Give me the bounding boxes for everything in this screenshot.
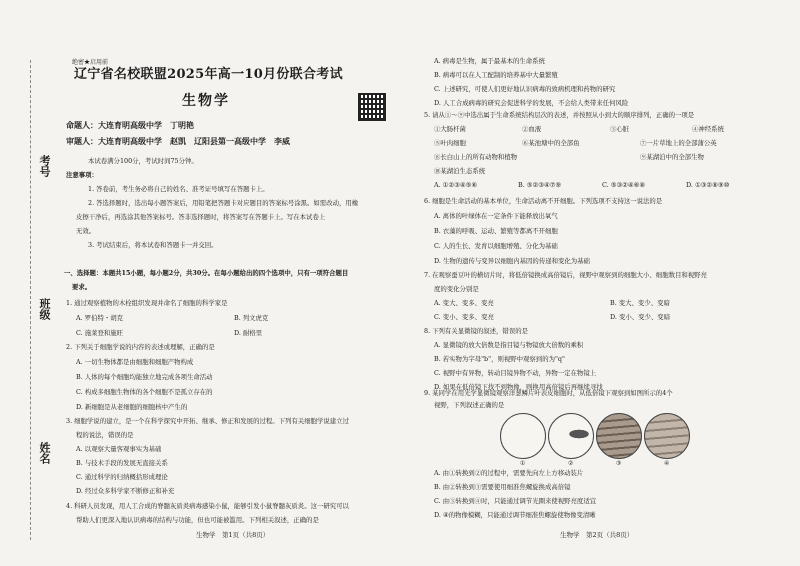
qr-code — [358, 93, 386, 121]
q2-option-d: D. 新细胞是从老细胞的细胞核中产生的 — [76, 403, 188, 411]
q7-stem: 7. 在观察蚕豆叶的横切片时，将低倍镜换成高倍镜后，视野中观察到的细胞大小、细胞数目和视野亮 — [424, 271, 707, 279]
q6-option-c: C. 人的生长、发育以细胞增殖、分化为基础 — [434, 242, 558, 250]
q6-option-b: B. 衣藻的呼吸、运动、繁殖等都离不开细胞 — [434, 227, 558, 235]
q4-option-a: A. 病毒是生物，属于最基本的生命系统 — [434, 57, 545, 65]
q7-stem-cont: 度的变化分别是 — [434, 285, 479, 293]
q3-option-b: B. 与技术手段的发展无直接关系 — [76, 459, 168, 467]
q9-stem-cont: 视野，下列叙述正确的是 — [434, 401, 505, 409]
binding-margin — [0, 0, 58, 566]
notice-line: 3. 考试结束后，将本试卷和答题卡一并交回。 — [88, 241, 218, 249]
q9-option-d: D. ④的物像模糊，只能通过调节细准焦螺旋使物像变清晰 — [434, 511, 596, 519]
q4-option-c: C. 上述研究，可使人们更好地认识病毒的致病机理和药物的研究 — [434, 85, 616, 93]
q2-option-c: C. 构成多细胞生物体的各个细胞不是孤立存在的 — [76, 388, 213, 396]
q3-stem: 3. 细胞学说的建立，是一个在科学探究中开拓、继承、修正和发展的过程。下列有关细胞学说建立过 — [66, 417, 349, 425]
q4-stem-cont: 帮助人们更深入地认识病毒的结构与功能，但也可能被滥用。下列相关叙述，正确的是 — [76, 516, 319, 524]
q5-item: ⑤叶肉细胞 — [434, 139, 466, 147]
exam-title: 辽宁省名校联盟2025年高一10月份联合考试 — [74, 67, 343, 82]
figure-label-4: ④ — [664, 460, 670, 467]
q3-option-d: D. 经过众多科学家不断修正和补充 — [76, 487, 175, 495]
notice-line: 无效。 — [76, 227, 96, 235]
q6-stem: 6. 细胞是生命活动的基本单位，生命活动离不开细胞。下列选项不支持这一说法的是 — [424, 197, 663, 205]
banji-label: 班级 — [38, 298, 51, 320]
q5-item: ③心脏 — [610, 125, 630, 133]
kaohao-label: 考号 — [38, 155, 51, 177]
section-heading-cont: 要求。 — [72, 283, 92, 291]
q3-option-c: C. 通过科学的归纳概括形成理论 — [76, 473, 168, 481]
q2-option-b: B. 人体的每个细胞均能独立地完成各项生命活动 — [76, 373, 213, 381]
q8-option-a: A. 显微镜的放大倍数是指目镜与物镜放大倍数的乘积 — [434, 341, 584, 349]
q6-option-d: D. 生物的遗传与变异以细胞内基因的传递和变化为基础 — [434, 257, 590, 265]
footer-right: 生物学 第2页（共8页） — [560, 531, 634, 539]
author-line-2: 审题人：大连育明高级中学 赵凯 辽阳县第一高级中学 李威 — [66, 137, 290, 146]
figure-label-2: ② — [568, 460, 574, 467]
notice-line: 1. 答卷前，考生务必将自己的姓名、准考证号填写在答题卡上。 — [88, 185, 269, 193]
notice-line: 2. 答选择题时，选出每小题答案后，用铅笔把答题卡对应题目的答案标号涂黑。如需改动，用橡 — [88, 199, 359, 207]
q8-option-c: C. 视野中有异物，转动目镜异物不动，异物一定在物镜上 — [434, 369, 597, 377]
q3-stem-cont: 程的说法，错误的是 — [76, 431, 134, 439]
q5-item: ②血液 — [522, 125, 542, 133]
q9-option-a: A. 由①转换到②的过程中，需要先向左上方移动装片 — [434, 469, 584, 477]
q8-option-b: B. 若实物为字母"b"，则视野中观察到的为"q" — [434, 355, 565, 363]
xingming-label: 姓名 — [38, 442, 51, 464]
q5-stem: 5. 请从①～⑨中选出属于生命系统结构层次的表述，并按照从小到大的顺序排列，正确的一项是 — [424, 111, 695, 119]
microscope-view-3 — [596, 413, 642, 459]
footer-left: 生物学 第1页（共8页） — [196, 531, 270, 539]
q7-option-a: A. 变大、变多、变亮 — [434, 299, 494, 307]
q5-item: ⑥某池塘中的全部鱼 — [522, 139, 580, 147]
q1-stem: 1. 通过观察植物的木栓组织发现并命名了细胞的科学家是 — [66, 299, 228, 307]
q5-option-b: B. ⑤②③④⑦⑨ — [518, 181, 562, 189]
q8-stem: 8. 下列有关显微镜的叙述，错误的是 — [424, 327, 528, 335]
notice-line: 皮擦干净后，再选涂其他答案标号。答非选择题时，将答案写在答题卡上。写在本试卷上 — [76, 213, 326, 221]
q5-item: ⑧长白山上的所有动物和植物 — [434, 153, 518, 161]
binding-dashed-line — [30, 60, 31, 540]
author-line-1: 命题人：大连育明高级中学 丁明艳 — [66, 121, 194, 130]
q7-option-d: D. 变小、变少、变暗 — [610, 313, 671, 321]
q1-option-b: B. 列文虎克 — [234, 314, 269, 322]
q9-option-c: C. 由③转换到④时，只能通过调节光圈来使视野亮度适宜 — [434, 497, 597, 505]
q5-item: ④神经系统 — [692, 125, 724, 133]
q5-option-c: C. ⑤③②④⑥⑧ — [602, 181, 646, 189]
q1-option-a: A. 罗伯特・胡克 — [76, 314, 124, 322]
q2-option-a: A. 一切生物体都是由细胞和细胞产物构成 — [76, 358, 194, 366]
q4-stem: 4. 科研人员发现，用人工合成的脊髓灰质炎病毒感染小鼠，能够引发小鼠脊髓灰质炎。这一研究可以 — [66, 502, 349, 510]
q5-option-d: D. ①③②⑧⑨⑩ — [686, 181, 730, 189]
q7-option-c: C. 变小、变多、变亮 — [434, 313, 494, 321]
q9-stem: 9. 某同学在用光学显微镜观察洋葱鳞片叶表皮细胞时，从低倍镜下观察到如图所示的4个 — [424, 389, 673, 397]
q9-option-b: B. 由②转换到③需要使用细准焦螺旋换成高倍镜 — [434, 483, 571, 491]
q6-option-a: A. 离体的叶绿体在一定条件下能释放出氧气 — [434, 212, 558, 220]
notice-title: 注意事项： — [66, 171, 98, 179]
microscope-view-2 — [548, 413, 594, 459]
microscope-view-4 — [644, 413, 690, 459]
figure-label-1: ① — [520, 460, 526, 467]
figure-label-3: ③ — [616, 460, 622, 467]
q5-item: ⑦一片草地上的全部蒲公英 — [640, 139, 717, 147]
subject-title: 生物学 — [182, 93, 230, 109]
q5-item: ①大肠杆菌 — [434, 125, 466, 133]
q4-option-d: D. 人工合成病毒的研究会促进科学的发展，不会给人类带来任何风险 — [434, 99, 629, 107]
section-heading: 一、选择题：本题共15小题，每小题2分，共30分。在每小题给出的四个选项中，只有一项符合题目 — [64, 269, 349, 277]
q5-item: ⑨某湖泊中的全部生物 — [640, 153, 704, 161]
q5-item: ⑩某湖泊生态系统 — [434, 167, 486, 175]
secret-mark: 绝密★启用前 — [72, 59, 109, 66]
q1-option-d: D. 耐格里 — [234, 329, 263, 337]
q3-option-a: A. 以观察大量客观事实为基础 — [76, 445, 162, 453]
score-note: 本试卷满分100分，考试时间75分钟。 — [88, 157, 198, 165]
q1-option-c: C. 施莱登和施旺 — [76, 329, 124, 337]
microscope-view-1 — [500, 413, 546, 459]
q4-option-b: B. 病毒可以在人工配制的培养基中大量繁殖 — [434, 71, 558, 79]
q5-option-a: A. ①②③④⑤⑥ — [434, 181, 478, 189]
q2-stem: 2. 下列关于细胞学说的内容的表述或理解，正确的是 — [66, 343, 215, 351]
q7-option-b: B. 变大、变少、变暗 — [610, 299, 670, 307]
q8-option-d: D. 如果在低倍镜下找不到物像，则换用高倍镜后再继续寻找 — [434, 383, 603, 391]
